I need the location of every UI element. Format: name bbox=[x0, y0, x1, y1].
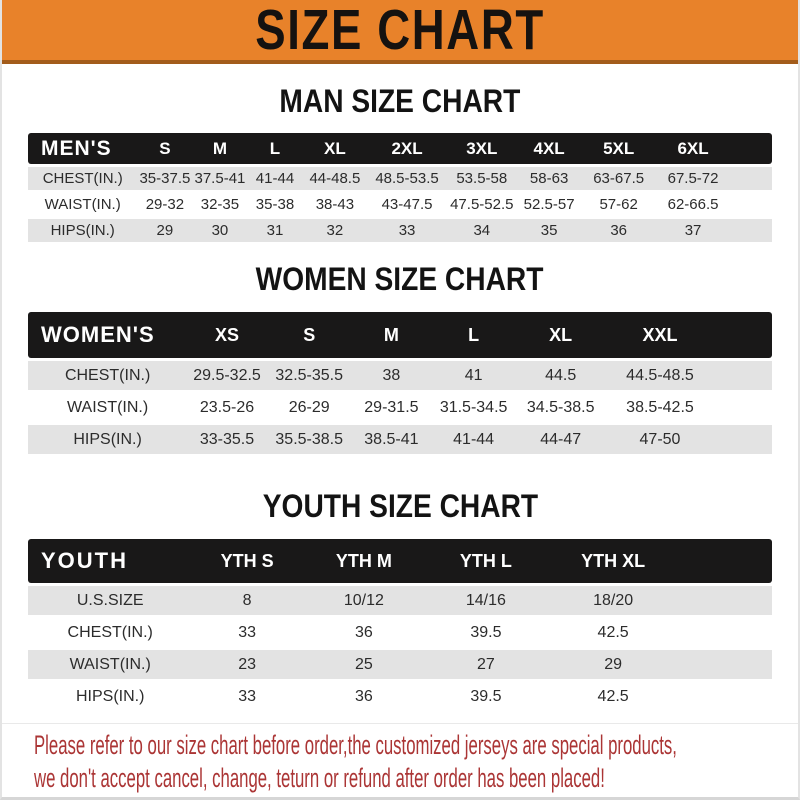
column-header: 2XL bbox=[367, 133, 447, 164]
size-cell: 33 bbox=[367, 219, 447, 242]
size-cell: 38.5-42.5 bbox=[605, 393, 714, 422]
youth-section-heading bbox=[2, 488, 798, 525]
row-label: CHEST(IN.) bbox=[28, 361, 187, 390]
heading-text: YOUTH SIZE CHART bbox=[262, 488, 538, 524]
footer-note bbox=[2, 723, 798, 795]
row-label: CHEST(IN.) bbox=[28, 618, 192, 647]
table-row bbox=[28, 193, 772, 216]
size-cell: 27 bbox=[426, 650, 546, 679]
row-label: U.S.SIZE bbox=[28, 586, 192, 615]
footer-line-2: we don't accept cancel, change, teturn or refund after order has been placed! bbox=[34, 763, 605, 793]
size-cell: 42.5 bbox=[546, 682, 681, 711]
column-header: M bbox=[352, 312, 432, 358]
size-cell: 41-44 bbox=[431, 425, 516, 454]
size-cell: 29-32 bbox=[137, 193, 192, 216]
women-section-heading bbox=[2, 261, 798, 298]
column-header: 5XL bbox=[581, 133, 655, 164]
column-header: L bbox=[247, 133, 302, 164]
size-cell: 33 bbox=[192, 618, 301, 647]
banner bbox=[2, 0, 798, 64]
size-cell: 34.5-38.5 bbox=[516, 393, 605, 422]
size-cell: 39.5 bbox=[426, 618, 546, 647]
header-filler bbox=[715, 312, 772, 358]
size-header-row bbox=[28, 539, 772, 583]
cell-filler bbox=[715, 361, 772, 390]
youth-section bbox=[2, 488, 798, 714]
table-row bbox=[28, 167, 772, 190]
size-cell: 23 bbox=[192, 650, 301, 679]
heading-text: WOMEN SIZE CHART bbox=[256, 261, 544, 297]
size-cell: 31 bbox=[247, 219, 302, 242]
column-header: YTH S bbox=[192, 539, 301, 583]
size-cell: 35.5-38.5 bbox=[267, 425, 352, 454]
size-cell: 31.5-34.5 bbox=[431, 393, 516, 422]
table-row bbox=[28, 393, 772, 422]
row-label: HIPS(IN.) bbox=[28, 682, 192, 711]
size-cell: 33 bbox=[192, 682, 301, 711]
size-cell: 41 bbox=[431, 361, 516, 390]
cell-filler bbox=[680, 682, 772, 711]
cell-filler bbox=[680, 586, 772, 615]
cell-filler bbox=[730, 193, 772, 216]
size-cell: 52.5-57 bbox=[517, 193, 582, 216]
cell-filler bbox=[715, 425, 772, 454]
footer-line-1: Please refer to our size chart before order,the customized jerseys are special products, bbox=[34, 730, 677, 760]
row-label: WAIST(IN.) bbox=[28, 193, 137, 216]
men-size-table bbox=[28, 130, 772, 245]
youth-size-table bbox=[28, 536, 772, 714]
row-label: HIPS(IN.) bbox=[28, 425, 187, 454]
size-cell: 10/12 bbox=[302, 586, 426, 615]
size-cell: 14/16 bbox=[426, 586, 546, 615]
heading-text: MAN SIZE CHART bbox=[279, 83, 521, 119]
row-label: WAIST(IN.) bbox=[28, 650, 192, 679]
size-cell: 38 bbox=[352, 361, 432, 390]
men-section-heading bbox=[2, 83, 798, 120]
size-cell: 35-37.5 bbox=[137, 167, 192, 190]
size-cell: 42.5 bbox=[546, 618, 681, 647]
size-header-row bbox=[28, 312, 772, 358]
table-row bbox=[28, 682, 772, 711]
size-cell: 36 bbox=[302, 682, 426, 711]
table-row bbox=[28, 425, 772, 454]
column-header: 4XL bbox=[517, 133, 582, 164]
column-header: YTH XL bbox=[546, 539, 681, 583]
table-title: WOMEN'S bbox=[28, 312, 187, 358]
column-header: XL bbox=[303, 133, 368, 164]
column-header: YTH M bbox=[302, 539, 426, 583]
table-row bbox=[28, 618, 772, 647]
column-header: XL bbox=[516, 312, 605, 358]
header-filler bbox=[730, 133, 772, 164]
size-cell: 38-43 bbox=[303, 193, 368, 216]
size-cell: 48.5-53.5 bbox=[367, 167, 447, 190]
cell-filler bbox=[680, 618, 772, 647]
size-cell: 29 bbox=[546, 650, 681, 679]
size-cell: 29.5-32.5 bbox=[187, 361, 267, 390]
size-cell: 47.5-52.5 bbox=[447, 193, 517, 216]
size-cell: 62-66.5 bbox=[656, 193, 730, 216]
size-cell: 44-48.5 bbox=[303, 167, 368, 190]
column-header: 6XL bbox=[656, 133, 730, 164]
row-label: CHEST(IN.) bbox=[28, 167, 137, 190]
size-cell: 35 bbox=[517, 219, 582, 242]
size-cell: 36 bbox=[302, 618, 426, 647]
size-cell: 29-31.5 bbox=[352, 393, 432, 422]
size-cell: 37.5-41 bbox=[192, 167, 247, 190]
size-cell: 23.5-26 bbox=[187, 393, 267, 422]
cell-filler bbox=[715, 393, 772, 422]
table-row bbox=[28, 219, 772, 242]
page-title: SIZE CHART bbox=[255, 0, 545, 62]
size-cell: 32-35 bbox=[192, 193, 247, 216]
size-cell: 30 bbox=[192, 219, 247, 242]
size-cell: 18/20 bbox=[546, 586, 681, 615]
table-title: MEN'S bbox=[28, 133, 137, 164]
column-header: S bbox=[137, 133, 192, 164]
size-cell: 67.5-72 bbox=[656, 167, 730, 190]
table-row bbox=[28, 650, 772, 679]
size-cell: 44-47 bbox=[516, 425, 605, 454]
column-header: XS bbox=[187, 312, 267, 358]
size-cell: 41-44 bbox=[247, 167, 302, 190]
size-cell: 38.5-41 bbox=[352, 425, 432, 454]
column-header: S bbox=[267, 312, 352, 358]
table-row bbox=[28, 586, 772, 615]
size-header-row bbox=[28, 133, 772, 164]
row-label: HIPS(IN.) bbox=[28, 219, 137, 242]
size-cell: 34 bbox=[447, 219, 517, 242]
row-label: WAIST(IN.) bbox=[28, 393, 187, 422]
size-cell: 33-35.5 bbox=[187, 425, 267, 454]
women-section bbox=[2, 261, 798, 457]
size-cell: 29 bbox=[137, 219, 192, 242]
size-cell: 37 bbox=[656, 219, 730, 242]
size-cell: 25 bbox=[302, 650, 426, 679]
size-cell: 47-50 bbox=[605, 425, 714, 454]
size-cell: 8 bbox=[192, 586, 301, 615]
table-row bbox=[28, 361, 772, 390]
cell-filler bbox=[730, 167, 772, 190]
size-cell: 53.5-58 bbox=[447, 167, 517, 190]
size-cell: 39.5 bbox=[426, 682, 546, 711]
size-cell: 35-38 bbox=[247, 193, 302, 216]
size-cell: 36 bbox=[581, 219, 655, 242]
column-header: 3XL bbox=[447, 133, 517, 164]
size-cell: 26-29 bbox=[267, 393, 352, 422]
size-cell: 57-62 bbox=[581, 193, 655, 216]
cell-filler bbox=[730, 219, 772, 242]
size-cell: 32 bbox=[303, 219, 368, 242]
women-size-table bbox=[28, 309, 772, 457]
table-title: YOUTH bbox=[28, 539, 192, 583]
column-header: XXL bbox=[605, 312, 714, 358]
column-header: L bbox=[431, 312, 516, 358]
cell-filler bbox=[680, 650, 772, 679]
men-section bbox=[2, 83, 798, 245]
size-cell: 32.5-35.5 bbox=[267, 361, 352, 390]
size-cell: 58-63 bbox=[517, 167, 582, 190]
size-cell: 44.5-48.5 bbox=[605, 361, 714, 390]
header-filler bbox=[680, 539, 772, 583]
size-cell: 63-67.5 bbox=[581, 167, 655, 190]
size-cell: 43-47.5 bbox=[367, 193, 447, 216]
column-header: YTH L bbox=[426, 539, 546, 583]
size-cell: 44.5 bbox=[516, 361, 605, 390]
column-header: M bbox=[192, 133, 247, 164]
